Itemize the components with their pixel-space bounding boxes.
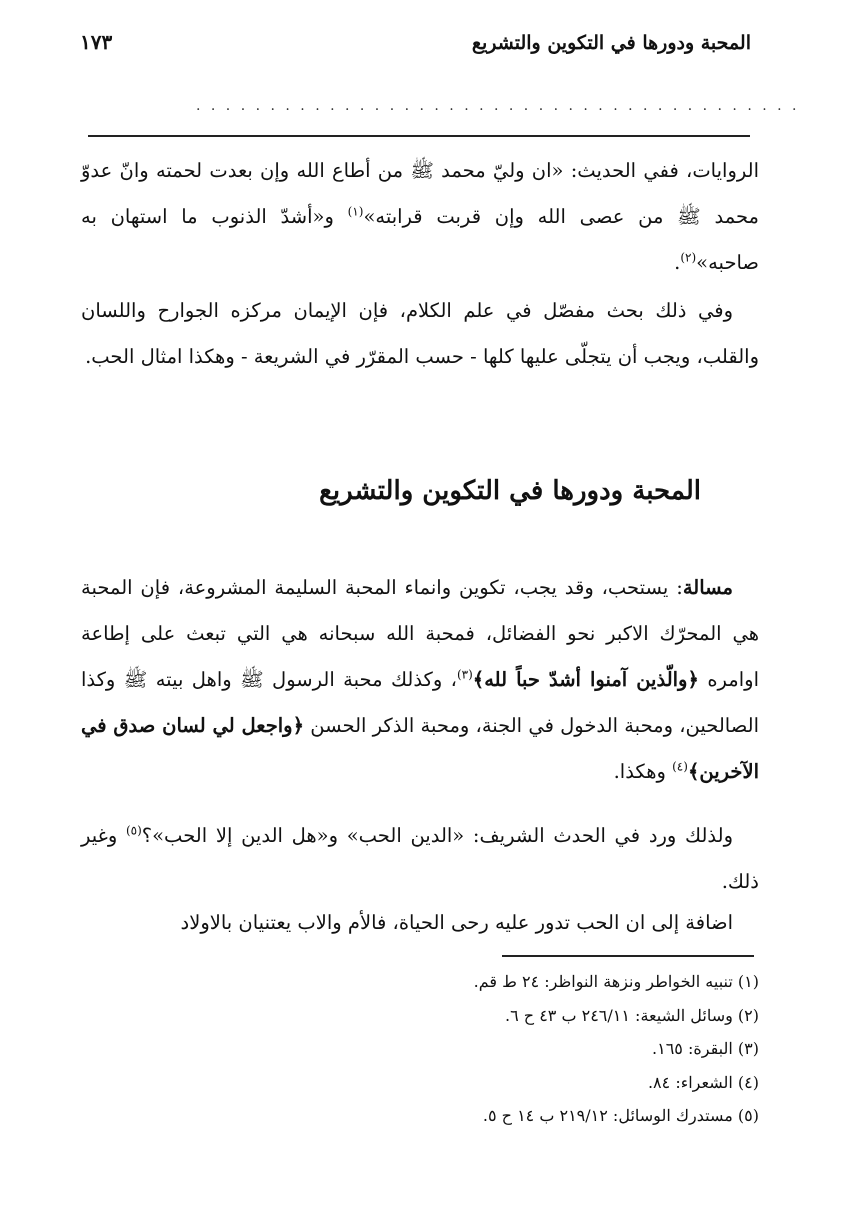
paragraph-4-part-a: ولذلك ورد في الحدث الشريف: «الدين الحب» و«هل الدين إلا الحب»؟ <box>141 824 733 847</box>
quran-quote-1: ﴿والّذين آمنوا أشدّ حباً لله﴾ <box>472 668 699 691</box>
paragraph-1-mid: و«أشدّ الذنوب ما استهان به صاحبه» <box>81 205 759 274</box>
paragraph-5 <box>81 900 759 946</box>
paragraph-2 <box>81 288 759 380</box>
issue-label: مسالة <box>682 576 733 599</box>
footnote-ref-3: (٣) <box>456 667 473 682</box>
footnotes <box>199 965 759 1133</box>
paragraph-1-end: . <box>674 251 681 274</box>
footnote-ref-4: (٤) <box>672 759 688 774</box>
footnote-1: (١) تنبيه الخواطر ونزهة النواظر: ٢٤ ط قم. <box>473 972 759 991</box>
section-heading: المحبة ودورها في التكوين والتشريع <box>319 476 701 506</box>
paragraph-3-part-a: : يستحب، وقد يجب، تكوين وانماء المحبة السليمة المشروعة، فإن المحبة هي المحرّك الاكبر نحو الفضائل، فمحبة الله سبحانه هي التي تبعث على إطاعة اوامره <box>81 576 759 691</box>
footnote-4: (٤) الشعراء: ٨٤. <box>647 1072 759 1092</box>
paragraph-2-text: وفي ذلك بحث مفصّل في علم الكلام، فإن الإيمان مركزه الجوارح واللسان والقلب، ويجب أن يتجلّى عليها كلها - حسب المقرّر في الشريعة - وهكذا امثال الحب. <box>81 299 759 368</box>
footnote-ref-5: (٥) <box>125 823 142 838</box>
paragraph-4 <box>81 813 759 905</box>
footnote-ref-2: (٢) <box>680 250 697 265</box>
paragraph-5-text: اضافة إلى ان الحب تدور عليه رحى الحياة، فالأم والاب يعتنيان بالاولاد <box>180 911 733 934</box>
footnote-ref-1: (١) <box>347 204 364 219</box>
quran-quote-2: ﴿واجعل لي لسان صدق في الآخرين﴾ <box>81 714 759 783</box>
paragraph-3-part-b: ، وكذلك محبة الرسول ﷺ واهل بيته ﷺ وكذا الصالحين، ومحبة الدخول في الجنة، ومحبة الذكر الحسن <box>81 668 760 737</box>
footnote-5: (٥) مستدرك الوسائل: ٢١٩/١٢ ب ١٤ ح ٥. <box>482 1106 759 1125</box>
paragraph-4-part-b: وغير ذلك. <box>81 824 759 893</box>
paragraph-1-text: الروايات، ففي الحديث: «ان وليّ محمد ﷺ من أطاع الله وإن بعدت لحمته وانّ عدوّ محمد ﷺ من عصى الله وإن قربت قرابته» <box>81 159 759 228</box>
paragraph-3-part-c: وهكذا. <box>613 760 673 783</box>
paragraph-3 <box>81 565 759 795</box>
paragraph-1 <box>81 148 759 286</box>
page-number: ١٧٣ <box>80 30 113 54</box>
dotted-separator: . . . . . . . . . . . . . . . . . . . . . . . . . . . . . . . . . . . . . . . . . <box>196 98 800 114</box>
footnote-rule <box>502 955 754 957</box>
footnote-2: (٢) وسائل الشيعة: ٢٤٦/١١ ب ٤٣ ح ٦. <box>505 1005 759 1025</box>
header-rule <box>88 135 750 137</box>
footnote-3: (٣) البقرة: ١٦٥. <box>652 1039 759 1058</box>
running-header-title: المحبة ودورها في التكوين والتشريع <box>471 32 751 54</box>
